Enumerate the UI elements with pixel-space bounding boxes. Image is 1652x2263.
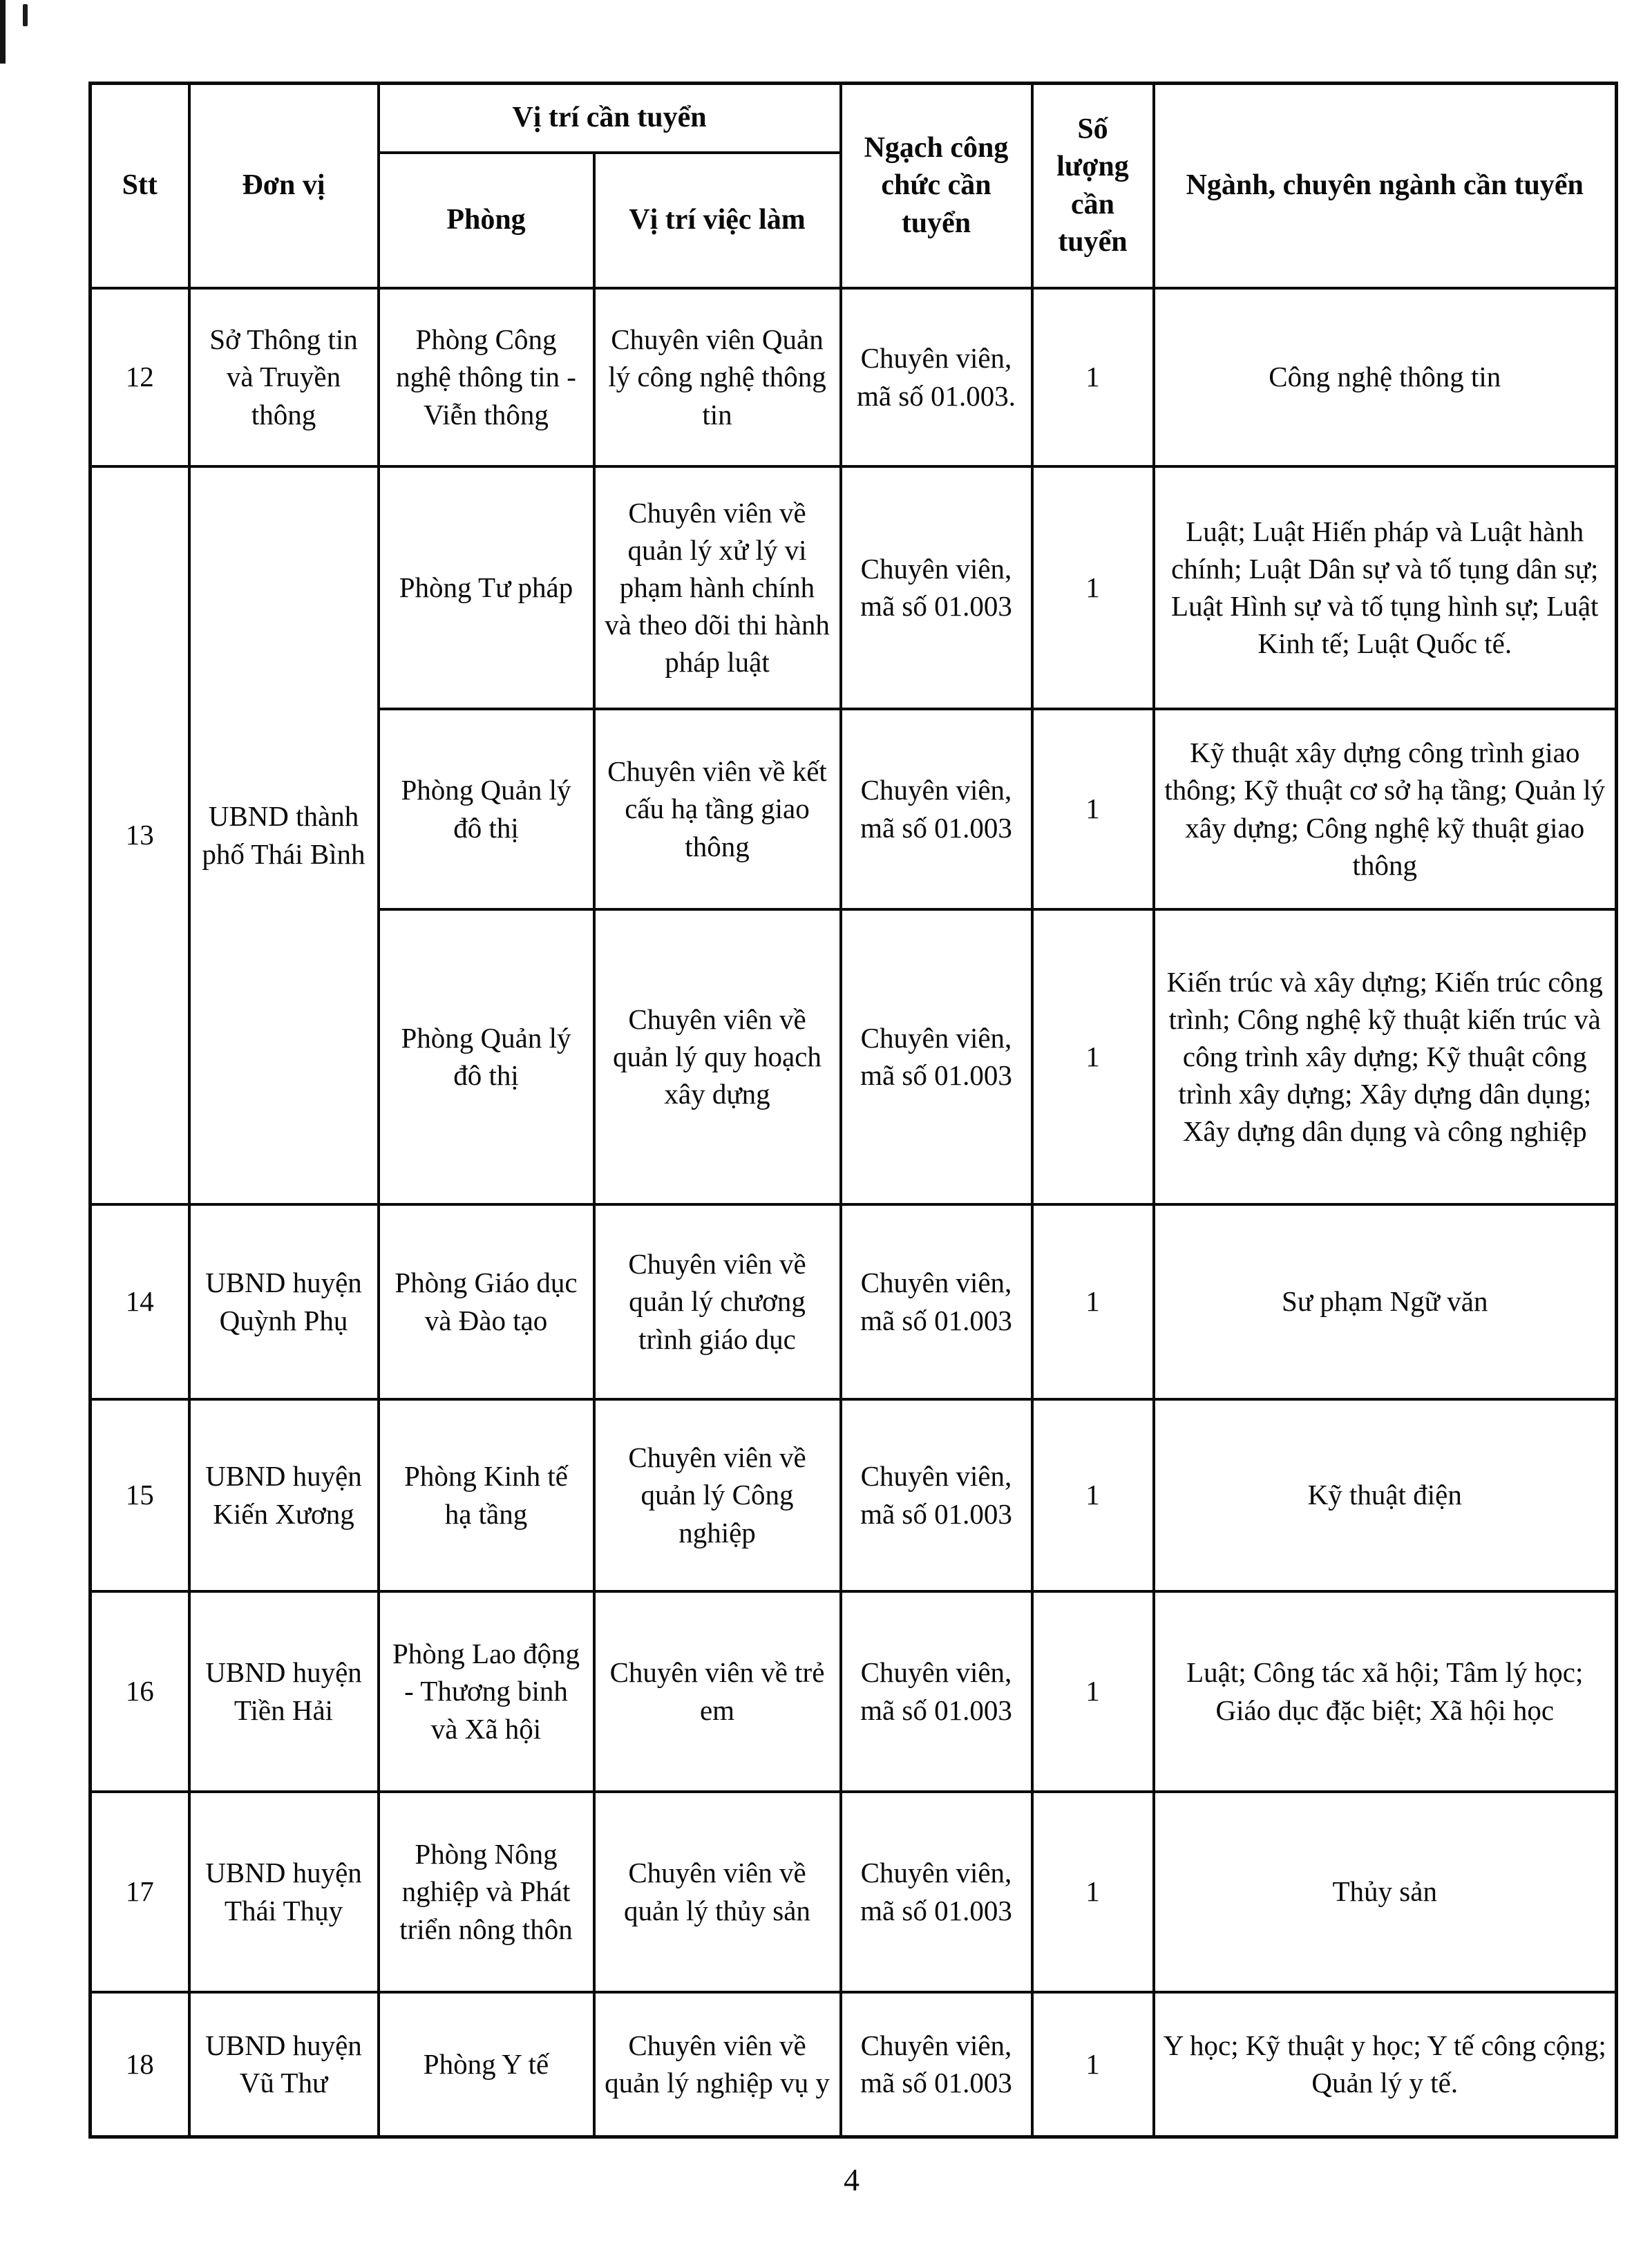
scan-artifact-tick bbox=[23, 4, 28, 26]
cell-so-luong-13c: 1 bbox=[1032, 909, 1154, 1204]
cell-vi-tri-15: Chuyên viên về quản lý Công nghiệp bbox=[594, 1399, 841, 1591]
cell-nganh-18: Y học; Kỹ thuật y học; Y tế công cộng; Quản lý y tế. bbox=[1154, 1992, 1617, 2137]
cell-don-vi-13: UBND thành phố Thái Bình bbox=[189, 466, 379, 1204]
cell-don-vi-16: UBND huyện Tiền Hải bbox=[189, 1591, 379, 1792]
cell-phong-13c: Phòng Quản lý đô thị bbox=[379, 909, 594, 1204]
scan-artifact-edge bbox=[0, 0, 6, 64]
cell-nganh-16: Luật; Công tác xã hội; Tâm lý học; Giáo dục đặc biệt; Xã hội học bbox=[1154, 1591, 1617, 1792]
cell-vi-tri-17: Chuyên viên về quản lý thủy sản bbox=[594, 1792, 841, 1992]
cell-stt-14: 14 bbox=[91, 1204, 189, 1399]
cell-nganh-15: Kỹ thuật điện bbox=[1154, 1399, 1617, 1591]
header-nganh-chuyen-nganh: Ngành, chuyên ngành cần tuyển bbox=[1154, 84, 1617, 288]
cell-don-vi-14: UBND huyện Quỳnh Phụ bbox=[189, 1204, 379, 1399]
cell-ngach-16: Chuyên viên, mã số 01.003 bbox=[841, 1591, 1032, 1792]
cell-ngach-12: Chuyên viên, mã số 01.003. bbox=[841, 288, 1032, 466]
header-phong: Phòng bbox=[379, 153, 594, 288]
cell-nganh-13a: Luật; Luật Hiến pháp và Luật hành chính; Luật Dân sự và tố tụng dân sự; Luật Hình sự và tố tụng hình sự; Luật Kinh tế; Luật Quốc tế. bbox=[1154, 466, 1617, 709]
cell-nganh-13c: Kiến trúc và xây dựng; Kiến trúc công trình; Công nghệ kỹ thuật kiến trúc và công trình xây dựng; Kỹ thuật công trình xây dựng; Xây dựng dân dụng; Xây dựng dân dụng và công nghiệp bbox=[1154, 909, 1617, 1204]
cell-so-luong-14: 1 bbox=[1032, 1204, 1154, 1399]
table-row bbox=[91, 1992, 1617, 2137]
cell-don-vi-17: UBND huyện Thái Thụy bbox=[189, 1792, 379, 1992]
cell-stt-17: 17 bbox=[91, 1792, 189, 1992]
page-number: 4 bbox=[844, 2162, 860, 2197]
table-row bbox=[91, 1399, 1617, 1591]
header-vi-tri-can-tuyen: Vị trí cần tuyển bbox=[379, 84, 841, 153]
cell-stt-18: 18 bbox=[91, 1992, 189, 2137]
cell-vi-tri-16: Chuyên viên về trẻ em bbox=[594, 1591, 841, 1792]
header-don-vi: Đơn vị bbox=[189, 84, 379, 288]
cell-so-luong-13b: 1 bbox=[1032, 709, 1154, 909]
table-row bbox=[91, 1204, 1617, 1399]
cell-vi-tri-12: Chuyên viên Quản lý công nghệ thông tin bbox=[594, 288, 841, 466]
cell-ngach-15: Chuyên viên, mã số 01.003 bbox=[841, 1399, 1032, 1591]
cell-vi-tri-13a: Chuyên viên về quản lý xử lý vi phạm hành chính và theo dõi thi hành pháp luật bbox=[594, 466, 841, 709]
header-vi-tri-viec-lam: Vị trí việc làm bbox=[594, 153, 841, 288]
table-row bbox=[91, 288, 1617, 466]
header-so-luong: Số lượng cần tuyển bbox=[1032, 84, 1154, 288]
cell-nganh-13b: Kỹ thuật xây dựng công trình giao thông; Kỹ thuật cơ sở hạ tầng; Quản lý xây dựng; Công nghệ kỹ thuật giao thông bbox=[1154, 709, 1617, 909]
cell-ngach-18: Chuyên viên, mã số 01.003 bbox=[841, 1992, 1032, 2137]
cell-so-luong-13a: 1 bbox=[1032, 466, 1154, 709]
cell-ngach-13c: Chuyên viên, mã số 01.003 bbox=[841, 909, 1032, 1204]
cell-phong-17: Phòng Nông nghiệp và Phát triển nông thôn bbox=[379, 1792, 594, 1992]
table-row bbox=[91, 1591, 1617, 1792]
header-stt: Stt bbox=[91, 84, 189, 288]
cell-phong-13b: Phòng Quản lý đô thị bbox=[379, 709, 594, 909]
cell-vi-tri-18: Chuyên viên về quản lý nghiệp vụ y bbox=[594, 1992, 841, 2137]
cell-so-luong-16: 1 bbox=[1032, 1591, 1154, 1792]
cell-phong-13a: Phòng Tư pháp bbox=[379, 466, 594, 709]
table-row bbox=[91, 1792, 1617, 1992]
cell-nganh-12: Công nghệ thông tin bbox=[1154, 288, 1617, 466]
cell-ngach-14: Chuyên viên, mã số 01.003 bbox=[841, 1204, 1032, 1399]
cell-don-vi-18: UBND huyện Vũ Thư bbox=[189, 1992, 379, 2137]
cell-phong-15: Phòng Kinh tế hạ tầng bbox=[379, 1399, 594, 1591]
header-ngach-cong-chuc: Ngạch công chức cần tuyển bbox=[841, 84, 1032, 288]
cell-ngach-13a: Chuyên viên, mã số 01.003 bbox=[841, 466, 1032, 709]
cell-phong-18: Phòng Y tế bbox=[379, 1992, 594, 2137]
cell-ngach-17: Chuyên viên, mã số 01.003 bbox=[841, 1792, 1032, 1992]
cell-nganh-14: Sư phạm Ngữ văn bbox=[1154, 1204, 1617, 1399]
recruitment-table bbox=[88, 82, 1618, 2139]
cell-don-vi-12: Sở Thông tin và Truyền thông bbox=[189, 288, 379, 466]
cell-phong-12: Phòng Công nghệ thông tin - Viễn thông bbox=[379, 288, 594, 466]
cell-ngach-13b: Chuyên viên, mã số 01.003 bbox=[841, 709, 1032, 909]
cell-phong-14: Phòng Giáo dục và Đào tạo bbox=[379, 1204, 594, 1399]
cell-vi-tri-13b: Chuyên viên về kết cấu hạ tầng giao thông bbox=[594, 709, 841, 909]
cell-nganh-17: Thủy sản bbox=[1154, 1792, 1617, 1992]
cell-so-luong-15: 1 bbox=[1032, 1399, 1154, 1591]
cell-stt-13: 13 bbox=[91, 466, 189, 1204]
cell-vi-tri-13c: Chuyên viên về quản lý quy hoạch xây dựng bbox=[594, 909, 841, 1204]
header-row-top bbox=[91, 84, 1617, 153]
cell-vi-tri-14: Chuyên viên về quản lý chương trình giáo dục bbox=[594, 1204, 841, 1399]
cell-stt-15: 15 bbox=[91, 1399, 189, 1591]
table-row bbox=[91, 466, 1617, 709]
cell-stt-12: 12 bbox=[91, 288, 189, 466]
cell-phong-16: Phòng Lao động - Thương binh và Xã hội bbox=[379, 1591, 594, 1792]
cell-so-luong-17: 1 bbox=[1032, 1792, 1154, 1992]
cell-so-luong-12: 1 bbox=[1032, 288, 1154, 466]
cell-don-vi-15: UBND huyện Kiến Xương bbox=[189, 1399, 379, 1591]
cell-stt-16: 16 bbox=[91, 1591, 189, 1792]
cell-so-luong-18: 1 bbox=[1032, 1992, 1154, 2137]
